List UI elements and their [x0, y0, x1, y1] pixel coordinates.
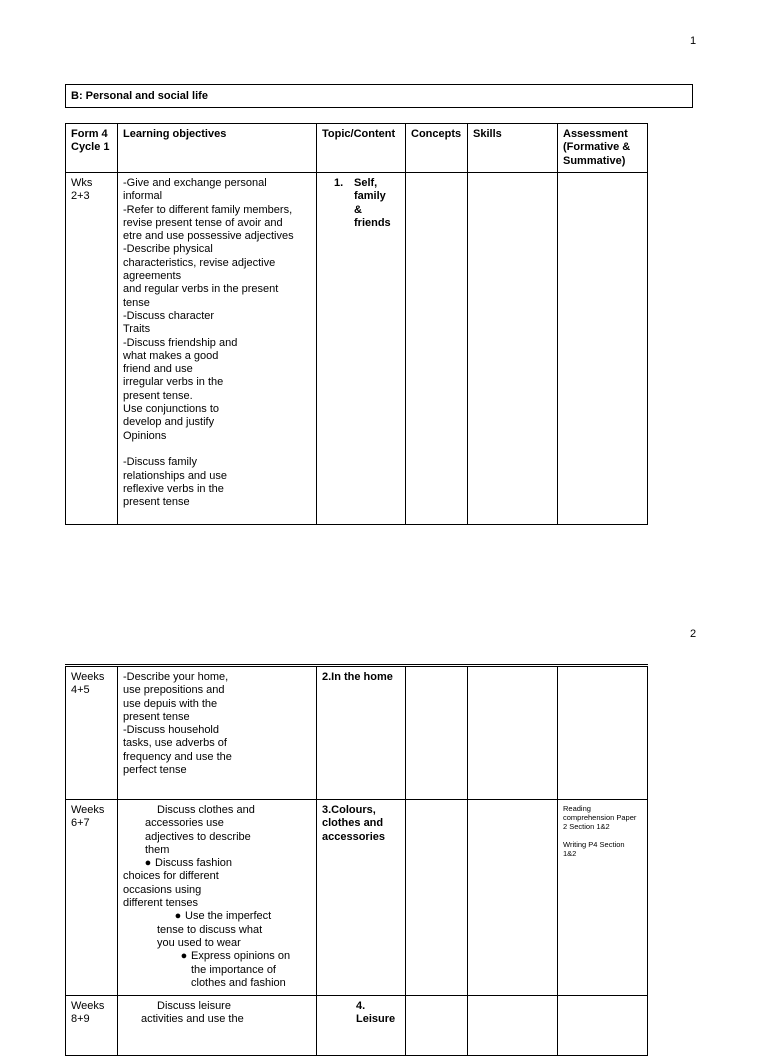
- objective-line: agreements: [123, 270, 182, 283]
- concepts-cell: [406, 800, 468, 996]
- objective-bullet: [123, 857, 311, 870]
- objective-line: -Give and exchange personal: [123, 177, 267, 189]
- objective-line: -Discuss character: [123, 309, 215, 322]
- objective-line: Opinions: [123, 429, 167, 442]
- objective-line: etre and use possessive adjectives: [123, 230, 294, 243]
- assessment-cell: [558, 173, 648, 525]
- objective-line: use depuis with the: [123, 697, 218, 710]
- table-row: [66, 173, 648, 525]
- objective-line: characteristics, revise adjective: [123, 256, 276, 269]
- week-cell: [66, 666, 118, 800]
- objective-line: Use conjunctions to: [123, 403, 219, 416]
- objective-line: the importance of: [191, 963, 276, 976]
- topic-line: Leisure: [356, 1013, 396, 1026]
- objective-line: tense to discuss what: [157, 923, 263, 936]
- page-number: 2: [690, 628, 697, 640]
- topic-line: accessories: [322, 830, 385, 843]
- topic-line: 3.Colours,: [322, 804, 376, 816]
- skills-cell: [468, 666, 558, 800]
- objective-text: Use the imperfect: [185, 910, 272, 923]
- objective-line: Traits: [123, 323, 151, 336]
- objective-line: frequency and use the: [123, 750, 232, 763]
- header-concepts: Concepts: [406, 124, 468, 173]
- page-number: 1: [690, 35, 697, 47]
- topic-line: friends: [354, 216, 391, 229]
- assessment-cell: [558, 996, 648, 1056]
- skills-cell: [468, 800, 558, 996]
- section-title: B: Personal and social life: [65, 84, 693, 108]
- objective-text: Express opinions on: [191, 950, 291, 963]
- objective-line: choices for different: [123, 870, 219, 883]
- objectives-cell: [118, 996, 317, 1056]
- week-line: 8+9: [71, 1013, 90, 1026]
- objective-line: -Discuss family: [123, 456, 197, 469]
- objective-line: tasks, use adverbs of: [123, 737, 227, 750]
- header-form-line: Cycle 1: [71, 141, 110, 154]
- objective-line: reflexive verbs in the: [123, 482, 224, 495]
- objective-line: tense: [123, 296, 150, 309]
- table-header-row: [66, 124, 648, 173]
- assessment-line: Reading: [563, 804, 591, 813]
- objectives-cell: [118, 173, 317, 525]
- topic-line: Self,: [354, 177, 378, 189]
- topic-cell: [317, 996, 406, 1056]
- assessment-line: 1&2: [563, 849, 577, 858]
- objective-line: present tense: [123, 496, 190, 509]
- topic-line: clothes and: [322, 817, 384, 830]
- header-form: [66, 124, 118, 173]
- objective-line: -Refer to different family members,: [123, 203, 293, 216]
- topic-line: 4.: [356, 1000, 366, 1012]
- objectives-list: [123, 804, 311, 990]
- objective-text: Discuss fashion: [155, 857, 233, 870]
- curriculum-table-2: [65, 664, 648, 1056]
- assessment-line: 2 Section 1&2: [563, 822, 610, 831]
- curriculum-table-1: [65, 123, 648, 525]
- objective-bullet: [123, 950, 311, 963]
- objective-line: Discuss leisure: [157, 1000, 231, 1012]
- objectives-list: [123, 177, 311, 509]
- bullet-icon: ●: [144, 857, 152, 870]
- objective-line: perfect tense: [123, 764, 187, 777]
- header-assessment-line: Assessment: [563, 128, 628, 140]
- header-assessment-line: Summative): [563, 154, 626, 167]
- objective-line: revise present tense of avoir and: [123, 216, 283, 229]
- topic-line: &: [354, 203, 362, 216]
- objective-line: present tense.: [123, 389, 193, 402]
- week-line: Weeks: [71, 804, 105, 816]
- objective-line: and regular verbs in the present: [123, 283, 279, 296]
- objective-line: [123, 443, 311, 456]
- assessment-spacer: [563, 831, 642, 840]
- week-line: Weeks: [71, 1000, 105, 1012]
- week-cell: Wks 2+3: [66, 173, 118, 525]
- objective-line: clothes and fashion: [191, 976, 286, 989]
- objective-line: accessories use: [145, 817, 224, 830]
- objective-line: informal: [123, 190, 163, 203]
- table-row: [66, 800, 648, 996]
- objective-line: relationships and use: [123, 469, 227, 482]
- objective-bullet: [123, 910, 311, 923]
- objective-line: you used to wear: [157, 936, 241, 949]
- concepts-cell: [406, 996, 468, 1056]
- topic-line: family: [354, 190, 386, 203]
- objective-line: what makes a good: [123, 349, 219, 362]
- week-line: Weeks: [71, 671, 105, 683]
- header-topic: Topic/Content: [317, 124, 406, 173]
- objective-line: use prepositions and: [123, 684, 225, 697]
- header-form-line: Form 4: [71, 128, 108, 140]
- objective-line: friend and use: [123, 363, 193, 376]
- objective-line: -Describe your home,: [123, 671, 229, 683]
- objective-line: -Discuss household: [123, 724, 219, 737]
- topic-cell: [317, 173, 406, 525]
- skills-cell: [468, 173, 558, 525]
- week-line: 4+5: [71, 684, 90, 697]
- bullet-icon: ●: [174, 910, 182, 923]
- concepts-cell: [406, 173, 468, 525]
- objective-line: -Describe physical: [123, 243, 213, 256]
- objective-line: irregular verbs in the: [123, 376, 224, 389]
- topic-cell: 2.In the home: [317, 666, 406, 800]
- week-cell: [66, 800, 118, 996]
- week-line: 6+7: [71, 817, 90, 830]
- objective-line: different tenses: [123, 897, 199, 910]
- objective-line: occasions using: [123, 883, 202, 896]
- assessment-note: [563, 804, 642, 858]
- objective-line: Discuss clothes and: [157, 804, 255, 816]
- topic-list: [322, 177, 400, 230]
- objective-line: present tense: [123, 710, 190, 723]
- objective-line: activities and use the: [141, 1013, 244, 1026]
- assessment-line: comprehension Paper: [563, 813, 637, 822]
- table-row: [66, 666, 648, 800]
- objective-line: them: [145, 843, 170, 856]
- table-row: [66, 996, 648, 1056]
- objective-line: adjectives to describe: [145, 830, 251, 843]
- bullet-icon: ●: [180, 950, 188, 963]
- assessment-cell: [558, 666, 648, 800]
- objectives-list: [123, 671, 311, 777]
- skills-cell: [468, 996, 558, 1056]
- objective-line: -Discuss friendship and: [123, 336, 238, 349]
- header-skills: Skills: [468, 124, 558, 173]
- objectives-cell: [118, 800, 317, 996]
- assessment-line: Writing P4 Section: [563, 840, 625, 849]
- header-assessment: [558, 124, 648, 173]
- topic-cell: [317, 800, 406, 996]
- objectives-cell: [118, 666, 317, 800]
- concepts-cell: [406, 666, 468, 800]
- week-cell: [66, 996, 118, 1056]
- header-assessment-line: (Formative &: [563, 141, 631, 154]
- objective-line: develop and justify: [123, 416, 215, 429]
- topic-number: 1.: [334, 177, 344, 189]
- header-learning-objectives: Learning objectives: [118, 124, 317, 173]
- assessment-cell: [558, 800, 648, 996]
